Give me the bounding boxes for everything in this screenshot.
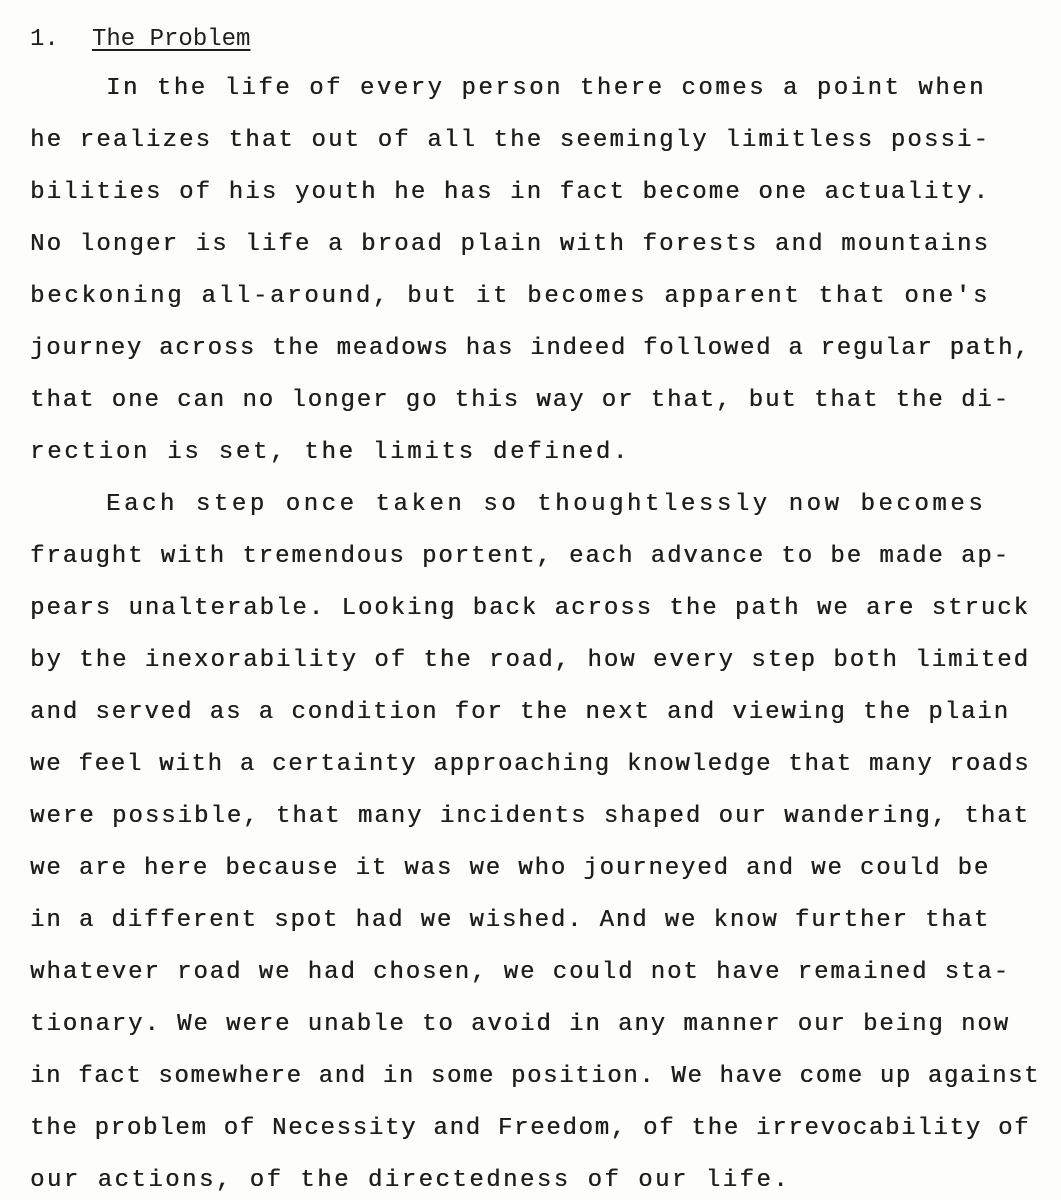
paragraph-1-line-7: that one can no longer go this way or that, but that the di- — [30, 387, 1010, 414]
paragraph-2-line-12: in fact somewhere and in some position. We have come up against — [30, 1063, 1041, 1090]
paragraph-2-line-13: the problem of Necessity and Freedom, of the irrevocability of — [30, 1115, 1031, 1142]
paragraph-1-line-1: In the life of every person there comes a point when — [106, 75, 986, 102]
paragraph-2-line-8: we are here because it was we who journeyed and we could be — [30, 855, 991, 882]
paragraph-2-line-1: Each step once taken so thoughtlessly now becomes — [106, 491, 987, 518]
section-heading — [30, 22, 250, 58]
paragraph-2-line-3: pears unalterable. Looking back across the path we are struck — [30, 595, 1030, 622]
section-title: The Problem — [92, 26, 251, 53]
paragraph-2-line-10: whatever road we had chosen, we could not have remained sta- — [30, 959, 1010, 986]
paragraph-2-line-7: were possible, that many incidents shaped our wandering, that — [30, 803, 1030, 830]
paragraph-2-line-14: our actions, of the directedness of our life. — [30, 1167, 791, 1194]
paragraph-2-line-9: in a different spot had we wished. And we know further that — [30, 907, 991, 934]
paragraph-2-line-4: by the inexorability of the road, how every step both limited — [30, 647, 1030, 674]
paragraph-2-line-11: tionary. We were unable to avoid in any manner our being now — [30, 1011, 1010, 1038]
section-number: 1. — [30, 26, 59, 53]
paragraph-1-line-2: he realizes that out of all the seemingly limitless possi- — [30, 127, 991, 154]
paragraph-2-line-6: we feel with a certainty approaching knowledge that many roads — [30, 751, 1031, 778]
paragraph-1-line-8: rection is set, the limits defined. — [30, 439, 630, 466]
paragraph-2-line-2: fraught with tremendous portent, each advance to be made ap- — [30, 543, 1010, 570]
paragraph-1-line-6: journey across the meadows has indeed followed a regular path, — [30, 335, 1031, 362]
paragraph-1-line-5: beckoning all-around, but it becomes apparent that one's — [30, 283, 990, 310]
paragraph-2-line-5: and served as a condition for the next and viewing the plain — [30, 699, 1010, 726]
paragraph-1-line-4: No longer is life a broad plain with forests and mountains — [30, 231, 991, 258]
paragraph-1-line-3: bilities of his youth he has in fact become one actuality. — [30, 179, 991, 206]
